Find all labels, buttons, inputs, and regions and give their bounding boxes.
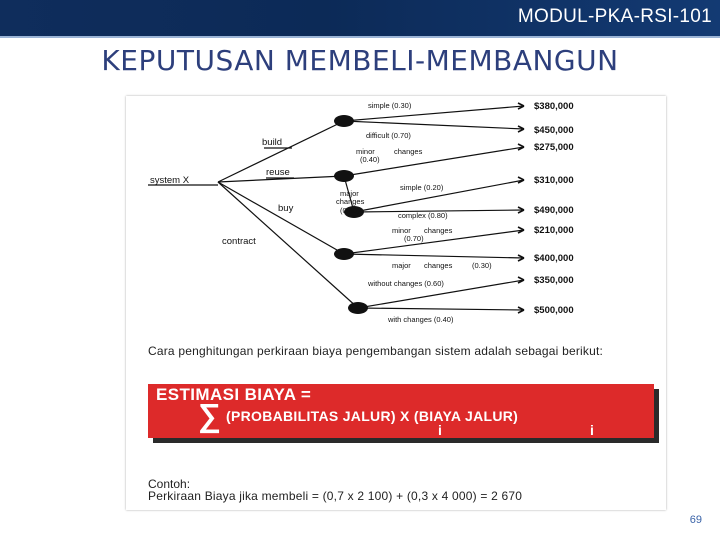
node-reuse [334, 170, 354, 182]
edge-label-contract-without: without changes (0.60) [368, 279, 444, 288]
decision-tree [126, 96, 666, 336]
edge-label-reuse-minor-1: minor [356, 147, 375, 156]
cost-label: $490,000 [534, 205, 574, 216]
edge-label-buy-major-2: changes [424, 261, 453, 270]
formula-title: ESTIMASI BIAYA = [156, 385, 312, 404]
cost-label: $400,000 [534, 253, 574, 264]
node-build [334, 115, 354, 127]
edge-label-buy-major-1: major [392, 261, 411, 270]
root-label: system X [150, 175, 190, 186]
edge-label-major-complex: complex (0.80) [398, 211, 448, 220]
edge-label-reuse-major-2: changes [336, 197, 365, 206]
cost-label: $350,000 [534, 275, 574, 286]
edge-label-build-simple: simple (0.30) [368, 101, 412, 110]
description-text: Cara penghitungan perkiraan biaya pengembangan sistem adalah sebagai berikut: [148, 344, 604, 358]
tree-edges [148, 106, 524, 310]
cost-label: $275,000 [534, 142, 574, 153]
edge-contract-with [358, 308, 524, 310]
node-buy [334, 248, 354, 260]
edge-label-contract-with: with changes (0.40) [388, 315, 454, 324]
edge-labels [336, 101, 492, 324]
course-code: MODUL-PKA-RSI-101 [517, 6, 712, 27]
page-number: 69 [689, 514, 702, 526]
branch-build-label: build [262, 137, 283, 148]
cost-label: $210,000 [534, 225, 574, 236]
formula-subscript: i [438, 422, 442, 438]
cost-label: $380,000 [534, 101, 574, 112]
cost-label: $500,000 [534, 305, 574, 316]
formula-body: (PROBABILITAS JALUR) X (BIAYA JALUR) [226, 408, 519, 424]
cost-label: $310,000 [534, 175, 574, 186]
edge-label-reuse-major-1: major [340, 189, 359, 198]
leaf-costs [534, 101, 574, 316]
branch-buy-label: buy [278, 203, 294, 214]
example-calculation: Perkiraan Biaya jika membeli = (0,7 x 2 100) + (0,3 x 4 000) = 2 670 [148, 489, 523, 503]
node-contract [348, 302, 368, 314]
branch-contract-label: contract [222, 236, 256, 247]
edge-build-difficult [344, 121, 524, 129]
formula-subscript: i [590, 422, 594, 438]
slide-title: KEPUTUSAN MEMBELI-MEMBANGUN [101, 44, 619, 77]
edge-label-buy-minor-1: minor [392, 226, 411, 235]
edge-label-major-simple: simple (0.20) [400, 183, 444, 192]
edge-label-reuse-major-3: (0.60) [340, 206, 360, 215]
edge-label-build-difficult: difficult (0.70) [366, 131, 411, 140]
formula-box [148, 384, 654, 438]
branch-reuse-label: reuse [266, 167, 290, 178]
example-label: Contoh: [148, 477, 191, 491]
top-banner [0, 0, 720, 38]
cost-label: $450,000 [534, 125, 574, 136]
edge-label-buy-minor-2: changes [424, 226, 453, 235]
edge-label-buy-minor-3: (0.70) [404, 234, 424, 243]
decision-tree-figure [126, 96, 666, 510]
edge-label-buy-major-3: (0.30) [472, 261, 492, 270]
edge-label-reuse-minor-3: (0.40) [360, 155, 380, 164]
sigma-symbol: ∑ [198, 397, 221, 433]
edge-label-reuse-minor-2: changes [394, 147, 423, 156]
leaf-arrows [518, 103, 524, 313]
edge-buy-major [344, 254, 524, 258]
